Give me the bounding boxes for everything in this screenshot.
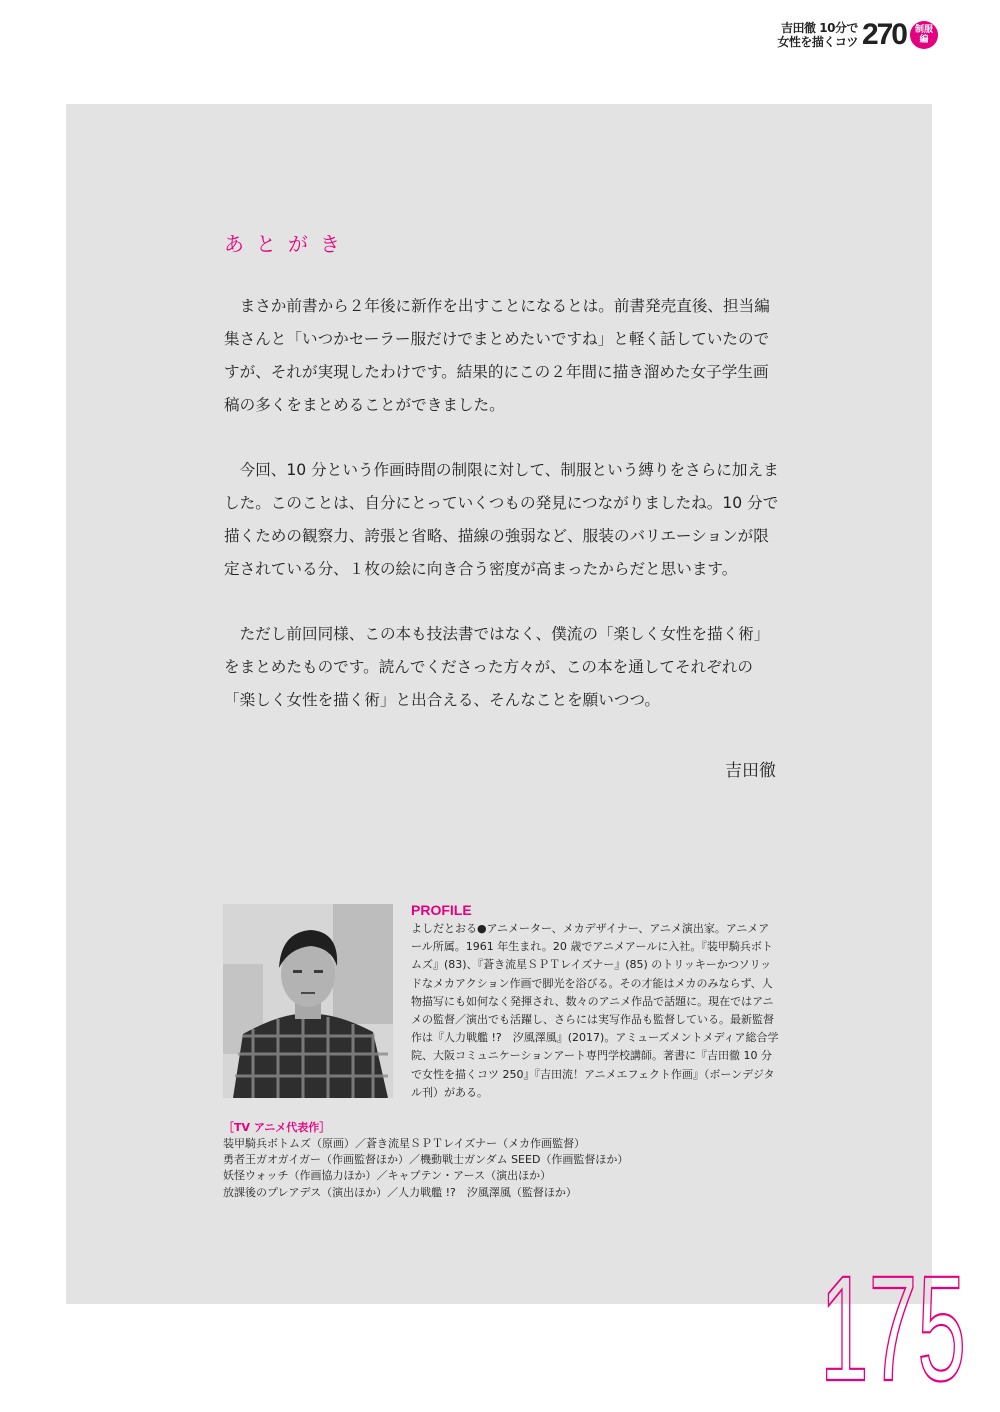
profile-heading: PROFILE [411, 902, 472, 918]
uniform-badge [910, 21, 938, 49]
book-header [777, 20, 938, 50]
author-signature: 吉田徹 [725, 761, 776, 781]
works-heading: ［TV アニメ代表作］ [223, 1121, 331, 1134]
paragraph-3: ただし前回同様、この本も技法書ではなく、僕流の「楽しく女性を描く術」をまとめたものです。読んでくださった方々が、この本を通してそれぞれの「楽しく女性を描く術」と出合える、そんなことを願いつつ。 [224, 625, 770, 709]
profile-body: よしだとおる●アニメーター、メカデザイナー、アニメ演出家。アニメアール所属。1961 年生まれ。20 歳でアニメアールに入社。『装甲騎兵ボトムズ』(83)、『蒼き流星ＳＰＴレイズナー』(85) のトリッキーかつソリッドなメカアクション作画で脚光を浴びる。その才能はメカのみならず、人物描写にも如何なく発揮され、数々のアニメ作品で話題に。現在ではアニメの監督／演出でも活躍し、さらには実写作品も監督している。最新監督作は『人力戦艦 !? 汐風澤風』(2017)。アミューズメントメディア総合学院、大阪コミュニケーションアート専門学校講師。著書に『吉田徹 10 分で女性を描くコツ 250』『吉田流！アニメエフェクト作画』（ボーンデジタル刊）がある。 [411, 922, 779, 1099]
paragraph-2: 今回、10 分という作画時間の制限に対して、制服という縛りをさらに加えました。このことは、自分にとっていくつもの発見につながりましたね。10 分で描くための観察力、誇張と省略、描線の強弱など、服装のバリエーションが限定されている分、１枚の絵に向き合う密度が高まったからだと思います。 [224, 461, 779, 578]
badge-line1: 制服 [914, 25, 933, 35]
paragraph-1: まさか前書から２年後に新作を出すことになるとは。前書発売直後、担当編集さんと「いつかセーラー服だけでまとめたいですね」と軽く話していたのですが、それが実現したわけです。結果的にこの２年間に描き溜めた女子学生画稿の多くをまとめることができました。 [224, 297, 770, 414]
book-title-number: 270 [861, 18, 906, 51]
book-title-line2: 女性を描くコツ [777, 35, 858, 49]
book-title-line1: 吉田徹 10分で [781, 21, 858, 35]
works-item: 装甲騎兵ボトムズ（原画）／蒼き流星ＳＰＴレイズナー（メカ作画監督） [223, 1137, 586, 1150]
works-item: 妖怪ウォッチ（作画協力ほか）／キャプテン・アース（演出ほか） [223, 1169, 552, 1183]
author-photo-illustration [223, 904, 393, 1098]
book-title [777, 21, 858, 49]
author-photo [223, 904, 393, 1098]
page-number [818, 1262, 968, 1390]
works-item: 勇者王ガオガイガー（作画監督ほか）／機動戦士ガンダム SEED（作画監督ほか） [223, 1153, 629, 1167]
works-list [223, 1136, 628, 1201]
page-number-text: 175 [820, 1262, 966, 1390]
badge-line2: 編 [919, 35, 929, 45]
works-item: 放課後のプレアデス（演出ほか）／人力戦艦 !? 汐風澤風（監督ほか） [223, 1185, 577, 1199]
afterword-title: あとがき [224, 232, 352, 256]
